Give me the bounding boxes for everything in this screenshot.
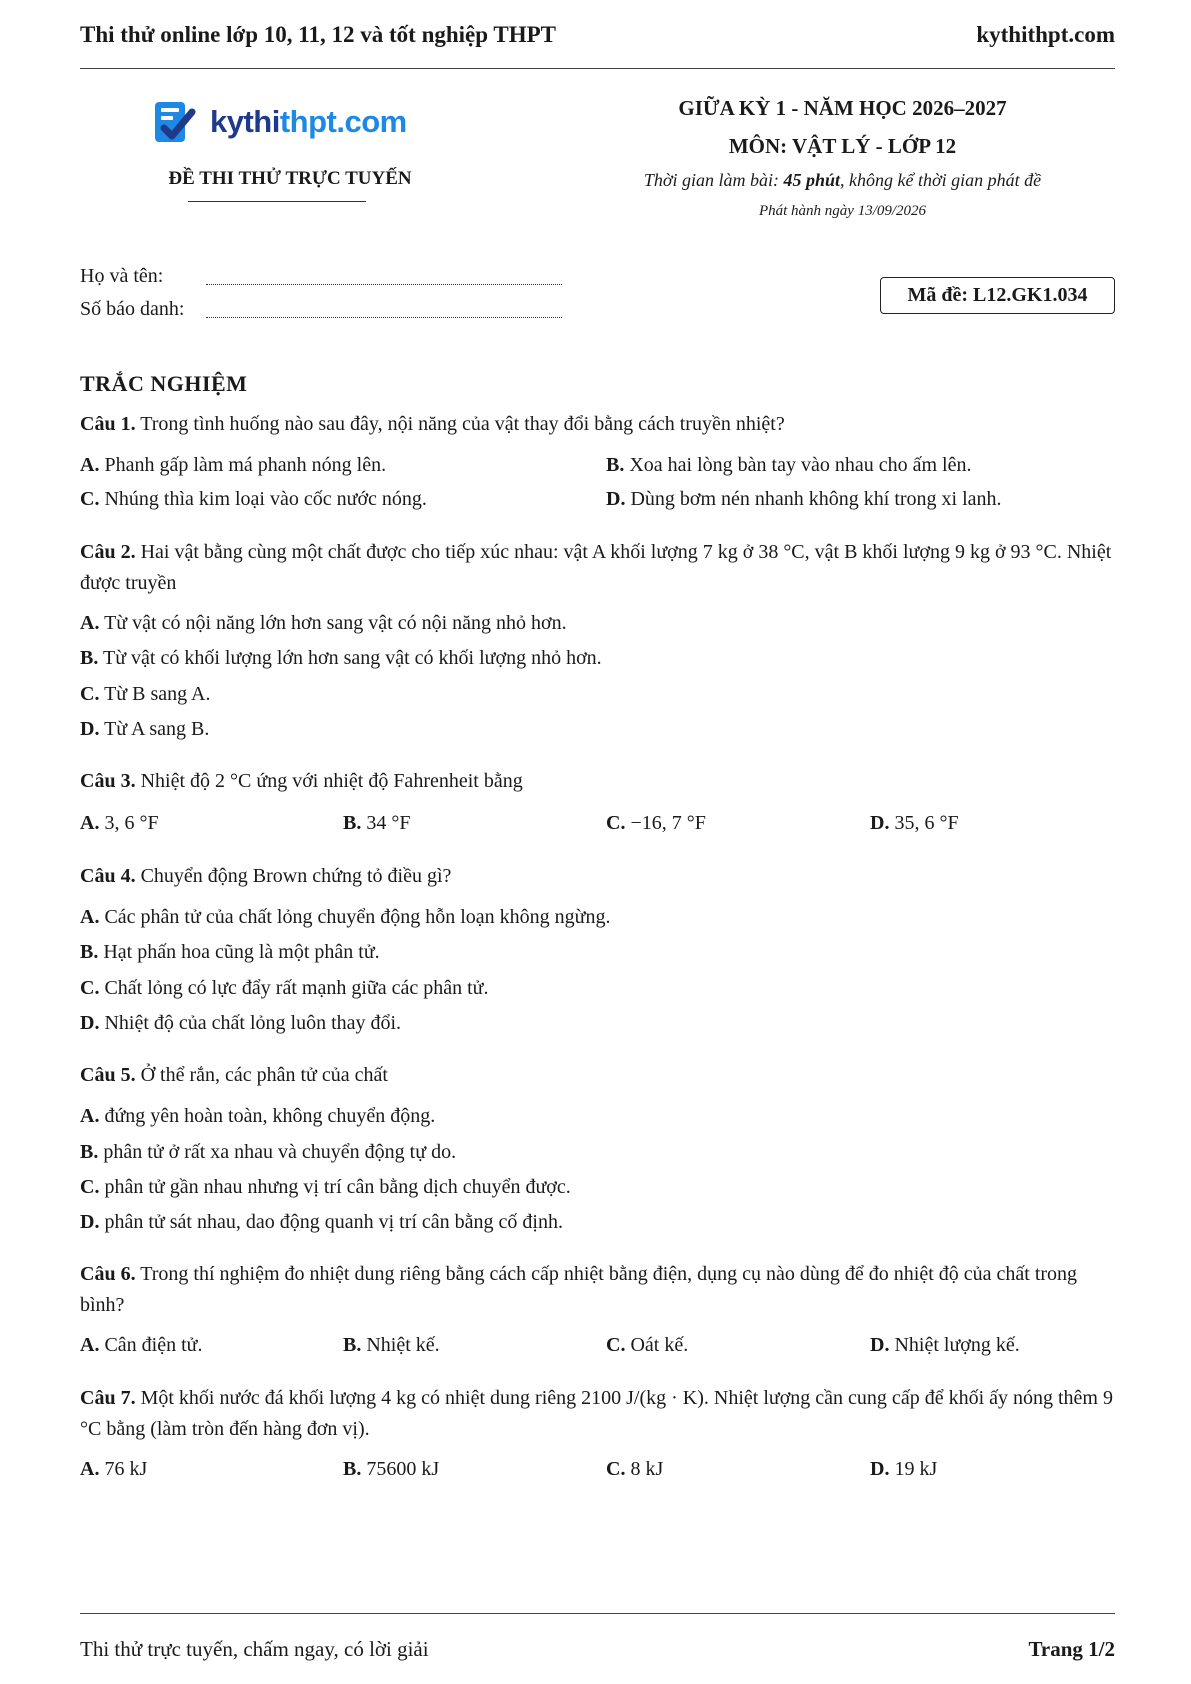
candidate-id-label: Số báo danh: <box>80 298 185 320</box>
exam-page <box>80 0 1115 1684</box>
option-text: 35, 6 °F <box>894 812 959 834</box>
option-letter: B. <box>343 1458 362 1480</box>
question-text: Một khối nước đá khối lượng 4 kg có nhiệt dung riêng 2100 J/(kg · K). Nhiệt lượng cần cung cấp để khối ấy nóng thêm 9 °C bằng (làm tròn đến hàng đơn vị). <box>80 1387 1113 1440</box>
question-text: Nhiệt độ 2 °C ứng với nhiệt độ Fahrenheit bằng <box>140 770 523 792</box>
option-letter: B. <box>606 454 625 476</box>
question-6 <box>80 1259 1115 1321</box>
header-rule <box>80 68 1115 69</box>
option-letter: A. <box>80 612 100 634</box>
candidate-id-row <box>80 298 184 321</box>
question-label: Câu 2. <box>80 541 136 563</box>
option-letter: B. <box>80 647 99 669</box>
page-number: Trang 1/2 <box>1028 1637 1115 1661</box>
footer-rule <box>80 1613 1115 1614</box>
answer-option[interactable] <box>606 488 1002 511</box>
question-3 <box>80 766 1115 797</box>
option-letter: C. <box>606 1334 626 1356</box>
answer-option[interactable] <box>80 1334 203 1357</box>
exam-duration <box>570 170 1115 191</box>
header-site: kythithpt.com <box>976 22 1115 47</box>
option-letter: B. <box>343 1334 362 1356</box>
duration-value: 45 phút <box>783 170 841 190</box>
question-label: Câu 4. <box>80 865 136 887</box>
option-letter: A. <box>80 454 100 476</box>
option-text: Oát kế. <box>630 1334 689 1356</box>
question-label: Câu 7. <box>80 1387 136 1409</box>
option-text: 75600 kJ <box>366 1458 440 1480</box>
option-letter: C. <box>80 488 100 510</box>
option-letter: C. <box>606 812 626 834</box>
option-text: Từ vật có nội năng lớn hơn sang vật có nội năng nhỏ hơn. <box>104 612 567 634</box>
answer-option[interactable] <box>80 1211 563 1234</box>
question-text: Trong tình huống nào sau đây, nội năng của vật thay đổi bằng cách truyền nhiệt? <box>140 413 785 435</box>
answer-option[interactable] <box>80 1176 571 1199</box>
logo-wordmark <box>210 104 407 140</box>
option-letter: D. <box>870 812 890 834</box>
question-text: Trong thí nghiệm đo nhiệt dung riêng bằng cách cấp nhiệt bằng điện, dụng cụ nào dùng để đo nhiệt độ của chất trong bình? <box>80 1263 1078 1316</box>
answer-option[interactable] <box>343 1334 440 1357</box>
answer-option[interactable] <box>80 488 427 511</box>
option-letter: C. <box>80 683 100 705</box>
page-header <box>80 22 1115 62</box>
option-letter: C. <box>606 1458 626 1480</box>
option-text: 3, 6 °F <box>104 812 159 834</box>
option-letter: A. <box>80 906 100 928</box>
online-test-subtitle: ĐỀ THI THỬ TRỰC TUYẾN <box>168 168 412 189</box>
option-text: Nhiệt độ của chất lỏng luôn thay đổi. <box>104 1012 402 1034</box>
answer-option[interactable] <box>80 1458 147 1481</box>
option-text: Nhúng thìa kim loại vào cốc nước nóng. <box>104 488 427 510</box>
question-label: Câu 6. <box>80 1263 136 1285</box>
answer-option[interactable] <box>80 977 489 1000</box>
question-text: Hai vật bằng cùng một chất được cho tiếp xúc nhau: vật A khối lượng 7 kg ở 38 °C, vật B khối lượng 9 kg ở 93 °C. Nhiệt được truyền <box>80 541 1112 594</box>
option-letter: C. <box>80 1176 100 1198</box>
answer-option[interactable] <box>80 906 610 929</box>
answer-option[interactable] <box>80 454 386 477</box>
question-7 <box>80 1383 1115 1445</box>
answer-option[interactable] <box>870 1458 937 1481</box>
option-letter: D. <box>606 488 626 510</box>
option-letter: D. <box>80 1211 100 1233</box>
question-label: Câu 3. <box>80 770 136 792</box>
option-letter: D. <box>80 1012 100 1034</box>
option-text: Xoa hai lòng bàn tay vào nhau cho ấm lên. <box>629 454 972 476</box>
answer-option[interactable] <box>870 1334 1020 1357</box>
answer-option[interactable] <box>343 1458 439 1481</box>
site-logo <box>152 98 412 154</box>
option-text: Từ B sang A. <box>104 683 211 705</box>
option-text: Nhiệt lượng kế. <box>894 1334 1020 1356</box>
option-text: Từ vật có khối lượng lớn hơn sang vật có khối lượng nhỏ hơn. <box>102 647 602 669</box>
duration-prefix: Thời gian làm bài: <box>643 170 784 190</box>
section-heading: TRẮC NGHIỆM <box>80 371 248 396</box>
answer-option[interactable] <box>606 812 706 835</box>
option-letter: B. <box>80 941 99 963</box>
option-text: 34 °F <box>366 812 411 834</box>
answer-option[interactable] <box>606 1458 663 1481</box>
exam-subject: MÔN: VẬT LÝ - LỚP 12 <box>728 134 957 158</box>
question-label: Câu 5. <box>80 1064 136 1086</box>
option-text: phân tử sát nhau, dao động quanh vị trí cân bằng cố định. <box>104 1211 563 1233</box>
answer-option[interactable] <box>80 1141 456 1164</box>
option-text: Chất lỏng có lực đẩy rất mạnh giữa các phân tử. <box>104 977 489 999</box>
option-letter: A. <box>80 1334 100 1356</box>
answer-option[interactable] <box>80 941 380 964</box>
option-text: 76 kJ <box>104 1458 148 1480</box>
option-text: 19 kJ <box>894 1458 938 1480</box>
option-letter: A. <box>80 1458 100 1480</box>
option-text: Từ A sang B. <box>104 718 210 740</box>
footer-tagline: Thi thử trực tuyến, chấm ngay, có lời giải <box>80 1637 429 1661</box>
answer-option[interactable] <box>80 612 567 635</box>
candidate-id-field[interactable] <box>206 317 562 318</box>
option-text: Các phân tử của chất lỏng chuyển động hỗn loạn không ngừng. <box>104 906 611 928</box>
header-title: Thi thử online lớp 10, 11, 12 và tốt nghiệp THPT <box>80 22 556 47</box>
option-text: −16, 7 °F <box>630 812 706 834</box>
question-label: Câu 1. <box>80 413 136 435</box>
duration-suffix: , không kể thời gian phát đề <box>840 170 1042 190</box>
question-2 <box>80 537 1115 599</box>
logo-part-2: thpt.com <box>279 104 407 139</box>
option-letter: B. <box>343 812 362 834</box>
candidate-name-label: Họ và tên: <box>80 265 164 287</box>
option-text: phân tử gần nhau nhưng vị trí cân bằng dịch chuyển được. <box>104 1176 571 1198</box>
exam-code-badge: Mã đề: L12.GK1.034 <box>880 277 1115 314</box>
option-text: Dùng bơm nén nhanh không khí trong xi lanh. <box>630 488 1002 510</box>
answer-option[interactable] <box>80 718 209 741</box>
answer-option[interactable] <box>80 683 211 706</box>
candidate-name-field[interactable] <box>206 284 562 285</box>
answer-option[interactable] <box>80 812 159 835</box>
exam-title: GIỮA KỲ 1 - NĂM HỌC 2026–2027 <box>678 96 1007 120</box>
option-letter: A. <box>80 812 100 834</box>
option-text: Nhiệt kế. <box>366 1334 440 1356</box>
answer-option[interactable] <box>870 812 959 835</box>
option-letter: C. <box>80 977 100 999</box>
option-letter: A. <box>80 1105 100 1127</box>
answer-option[interactable] <box>606 454 971 477</box>
option-text: Hạt phấn hoa cũng là một phân tử. <box>103 941 380 963</box>
answer-option[interactable] <box>343 812 410 835</box>
answer-option[interactable] <box>80 1012 401 1035</box>
subtitle-underline <box>188 201 366 202</box>
option-letter: D. <box>870 1334 890 1356</box>
option-text: 8 kJ <box>630 1458 664 1480</box>
release-date: Phát hành ngày 13/09/2026 <box>758 203 927 219</box>
option-text: đứng yên hoàn toàn, không chuyển động. <box>104 1105 436 1127</box>
question-1 <box>80 409 1115 440</box>
candidate-name-row <box>80 265 163 288</box>
option-text: phân tử ở rất xa nhau và chuyển động tự do. <box>103 1141 457 1163</box>
question-text: Ở thể rắn, các phân tử của chất <box>140 1064 388 1086</box>
option-letter: D. <box>80 718 100 740</box>
answer-option[interactable] <box>80 1105 435 1128</box>
option-letter: D. <box>870 1458 890 1480</box>
option-letter: B. <box>80 1141 99 1163</box>
answer-option[interactable] <box>606 1334 688 1357</box>
question-5 <box>80 1060 1115 1091</box>
logo-part-1: kythi <box>210 104 280 139</box>
answer-option[interactable] <box>80 647 602 670</box>
option-text: Cân điện tử. <box>104 1334 203 1356</box>
option-text: Phanh gấp làm má phanh nóng lên. <box>104 454 387 476</box>
question-4 <box>80 861 1115 892</box>
question-text: Chuyển động Brown chứng tỏ điều gì? <box>140 865 452 887</box>
logo-icon <box>152 98 200 148</box>
